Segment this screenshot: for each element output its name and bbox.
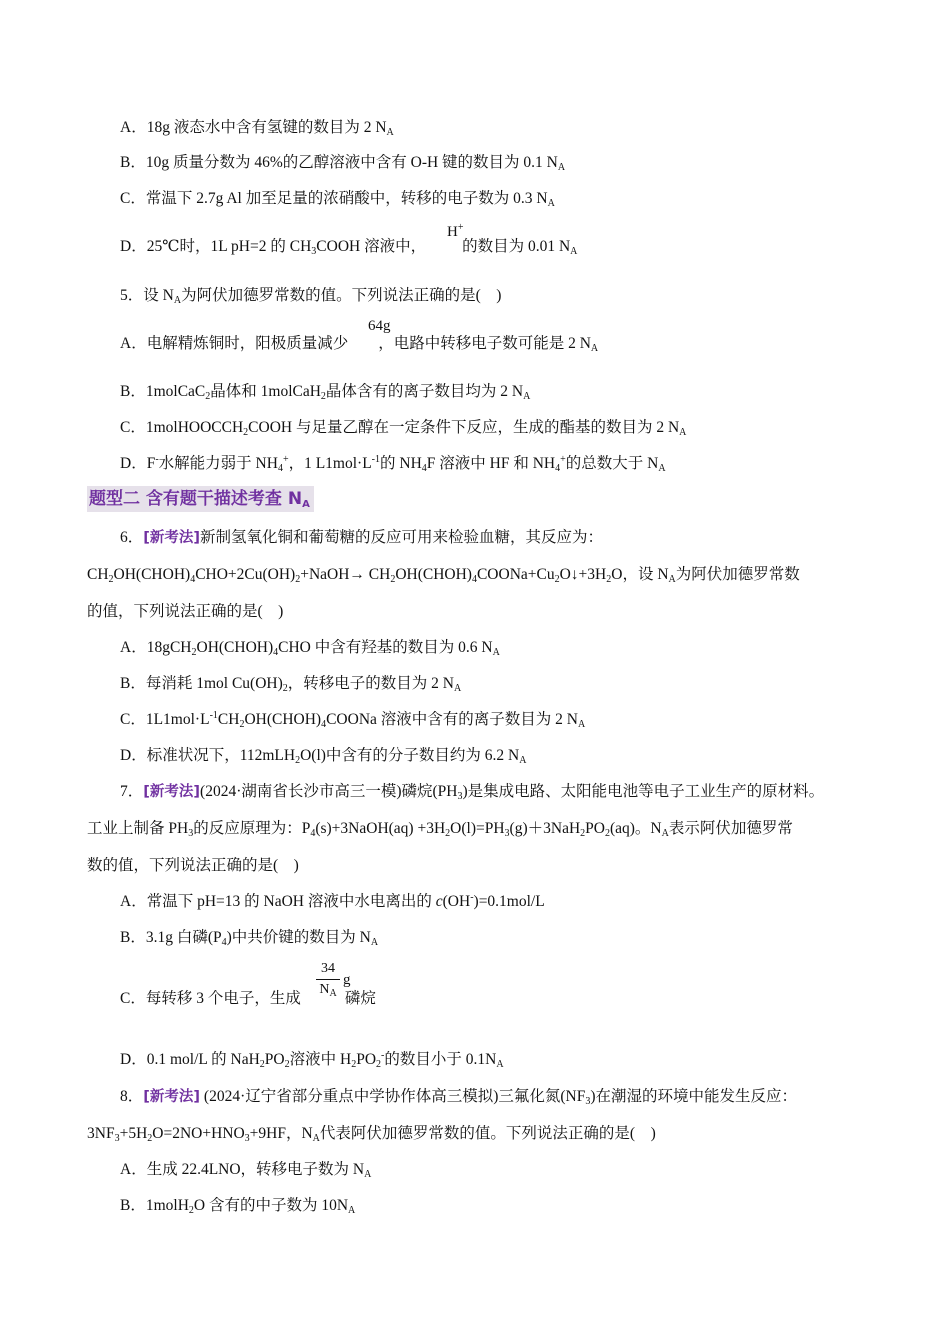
section-title: 题型二 含有题干描述考查 N — [89, 489, 303, 509]
option-text: 常温下 pH=13 的 NaOH 溶液中水电离出的 — [146, 893, 436, 910]
subscript: 2 — [351, 1059, 357, 1070]
fraction-denominator — [316, 981, 340, 999]
option-text: F 溶液中 HF 和 NH — [426, 455, 556, 472]
question-text: 5．设 N — [120, 287, 174, 304]
q7-stem-end: 数的值，下列说法正确的是( ) — [87, 857, 299, 874]
option-text: CHO 中含有羟基的数目为 0.6 N — [278, 639, 493, 656]
q5-option-c — [120, 418, 686, 438]
question-text: )在潮湿的环境中能发生反应： — [590, 1088, 798, 1105]
subscript: A — [496, 1059, 504, 1070]
new-method-tag: [新考法] — [143, 1089, 201, 1105]
option-text: 晶体含有的离子数目均为 2 N — [325, 383, 524, 400]
q7-stem — [120, 782, 824, 802]
option-text: 1L1mol·L — [145, 711, 210, 728]
subscript: A — [386, 127, 394, 138]
option-text: 1molH — [145, 1197, 189, 1214]
denominator-text: N — [319, 982, 330, 997]
equation-text: CHO+2Cu(OH) — [195, 566, 296, 583]
question-text: 为阿伏加德罗常数的值。下列说法正确的是( ) — [181, 287, 502, 304]
option-text: )中共价键的数目为 N — [226, 929, 371, 946]
option-text: OH(CHOH) — [244, 711, 322, 728]
question-text: )是集成电路、太阳能电池等电子工业生产的原材料。 — [462, 783, 825, 800]
subscript: A — [661, 828, 669, 839]
new-method-tag: [新考法] — [143, 784, 201, 800]
subscript: 3 — [504, 828, 510, 839]
equation-text: O(l)=PH — [450, 820, 505, 837]
subscript: 2 — [390, 574, 396, 585]
concentration-symbol: c — [435, 893, 443, 910]
subscript: A — [492, 647, 500, 658]
subscript: 4 — [421, 463, 427, 474]
option-text: 生成 22.4LNO，转移电子数为 N — [146, 1161, 365, 1178]
equation-text: PO — [585, 820, 605, 837]
subscript: A — [173, 295, 182, 306]
option-text: )=0.1mol/L — [473, 893, 545, 910]
subscript: 4 — [555, 463, 561, 474]
subscript: 2 — [188, 1205, 194, 1216]
option-text: 的总数大于 N — [565, 455, 659, 472]
subscript: 2 — [282, 683, 288, 694]
subscript: A — [348, 1205, 356, 1216]
option-label: A． — [120, 639, 147, 656]
equation-text: 工业上制备 PH — [87, 820, 189, 837]
option-text: COONa 溶液中含有的离子数目为 2 N — [326, 711, 578, 728]
subscript: 4 — [277, 463, 283, 474]
formula-text: H — [447, 224, 458, 240]
equation-text: COONa+Cu — [476, 566, 555, 583]
option-label: B． — [120, 1197, 146, 1214]
q6-option-c — [120, 710, 585, 730]
option-text: OH(CHOH) — [196, 639, 274, 656]
subscript: 2 — [580, 828, 586, 839]
superscript: + — [282, 454, 289, 465]
subscript: A — [547, 198, 555, 209]
option-text: COOH 与足量乙醇在一定条件下反应，生成的酯基的数目为 2 N — [248, 419, 680, 436]
option-label: D． — [120, 238, 147, 255]
subscript: 2 — [259, 1059, 265, 1070]
option-label: B． — [120, 929, 146, 946]
question-text: (2024·湖南省长沙市高三一模)磷烷(PH — [200, 783, 458, 800]
option-label: D． — [120, 455, 147, 472]
subscript: 3 — [244, 1133, 250, 1144]
option-text: 25℃时，1L pH=2 的 CH — [146, 238, 312, 255]
fraction-34-over-na — [316, 960, 340, 999]
option-text: 18gCH — [146, 639, 192, 656]
equation-text: OH(CHOH) — [395, 566, 472, 583]
option-text: 18g 液态水中含有氢键的数目为 2 N — [146, 119, 387, 136]
subscript: A — [364, 1169, 372, 1180]
equation-text: (aq)。N — [609, 820, 662, 837]
equation-text: 代表阿伏加德罗常数的值。下列说法正确的是( ) — [319, 1125, 656, 1142]
option-text: 10g 质量分数为 46%的乙醇溶液中含有 O-H 键的数目为 0.1 N — [145, 154, 558, 171]
q6-option-b — [120, 674, 461, 694]
subscript: A — [679, 427, 687, 438]
option-text: (OH — [442, 893, 471, 910]
subscript: A — [658, 463, 666, 474]
option-text: 的数目小于 0.1N — [384, 1051, 497, 1068]
subscript: 2 — [147, 1133, 153, 1144]
fraction-numerator: 34 — [321, 961, 335, 976]
equation-text: +5H — [119, 1125, 148, 1142]
option-label: B． — [120, 675, 146, 692]
mass-formula: 64g — [368, 318, 391, 334]
option-text: O(l)中含有的分子数目约为 6.2 N — [300, 747, 520, 764]
subscript: 3 — [585, 1096, 591, 1107]
option-text: 1molHOOCCH — [145, 419, 244, 436]
option-text: 每转移 3 个电子，生成 — [145, 990, 301, 1007]
q7-option-b — [120, 928, 378, 948]
q6-stem-end: 的值，下列说法正确的是( ) — [87, 603, 284, 620]
superscript: + — [457, 222, 464, 233]
q8-option-b — [120, 1196, 355, 1216]
subscript: A — [329, 988, 337, 999]
equation-text: +NaOH→ CH — [300, 566, 391, 583]
option-text: F — [146, 455, 156, 472]
q4-option-c — [120, 189, 555, 209]
option-label: C． — [120, 419, 146, 436]
q8-stem — [120, 1087, 797, 1107]
q4-option-b — [120, 153, 565, 173]
q7-reaction — [87, 819, 793, 839]
subscript: A — [577, 719, 586, 730]
option-text: 1molCaC — [145, 383, 206, 400]
option-label: A． — [120, 119, 147, 136]
subscript: 4 — [471, 574, 477, 585]
subscript: A — [370, 937, 379, 948]
gram-unit: g — [343, 972, 351, 988]
new-method-tag: [新考法] — [143, 530, 201, 546]
subscript: 2 — [191, 647, 197, 658]
option-text: 的数目为 0.01 N — [462, 238, 571, 255]
q5-option-b — [120, 382, 530, 402]
option-label: C． — [120, 190, 146, 207]
equation-text: OH(CHOH) — [113, 566, 191, 583]
subscript: 4 — [273, 647, 279, 658]
option-label: C． — [120, 711, 146, 728]
subscript: A — [523, 391, 531, 402]
section-heading — [87, 486, 314, 512]
option-label: D． — [120, 747, 147, 764]
q5-stem — [120, 286, 501, 306]
superscript: - — [155, 454, 159, 465]
equation-text: (s)+3NaOH(aq) +3H — [315, 820, 446, 837]
subscript: 2 — [554, 574, 560, 585]
option-text: ，转移电子的数目为 2 N — [287, 675, 454, 692]
subscript: A — [519, 755, 527, 766]
option-label: A． — [120, 1161, 147, 1178]
option-text: O 含有的中子数为 10N — [193, 1197, 349, 1214]
option-text: PO — [264, 1051, 285, 1068]
option-text: 3.1g 白磷(P — [145, 929, 222, 946]
question-number: 7． — [120, 783, 144, 800]
q8-reaction — [87, 1124, 656, 1144]
subscript: 2 — [445, 828, 451, 839]
equation-text: CH — [87, 566, 109, 583]
subscript: 2 — [284, 1059, 290, 1070]
superscript: - — [470, 892, 474, 903]
option-label: A． — [120, 893, 147, 910]
subscript: 2 — [239, 719, 245, 730]
subscript: 2 — [243, 427, 249, 438]
q5-option-d — [120, 454, 666, 474]
q6-stem — [120, 528, 603, 548]
q5-option-a — [120, 334, 598, 354]
question-number: 6． — [120, 529, 144, 546]
equation-text: 3NF — [87, 1125, 115, 1142]
equation-text: 的反应原理为：P — [193, 820, 311, 837]
q4-option-a — [120, 118, 394, 138]
option-label: B． — [120, 154, 146, 171]
option-text: ，电路中转移电子数可能是 2 N — [378, 335, 591, 352]
subscript: A — [312, 1133, 320, 1144]
q6-equation — [87, 565, 800, 585]
q6-option-a — [120, 638, 500, 658]
option-text: 0.1 mol/L 的 NaH — [146, 1051, 260, 1068]
subscript: 2 — [320, 391, 326, 402]
option-text: 标准状况下，112mLH — [146, 747, 296, 764]
subscript: 3 — [311, 246, 317, 257]
q7-option-d — [120, 1050, 504, 1070]
equation-text: +9HF，N — [249, 1125, 313, 1142]
question-text: 新制氢氧化铜和葡萄糖的反应可用来检验血糖，其反应为： — [200, 529, 604, 546]
subscript: 3 — [114, 1133, 120, 1144]
subscript: A — [302, 499, 310, 510]
option-text: CH — [217, 711, 240, 728]
option-text: ，1 L1mol·L — [288, 455, 372, 472]
subscript: A — [570, 246, 578, 257]
subscript: 2 — [295, 755, 301, 766]
subscript: 3 — [457, 791, 463, 802]
option-label: C． — [120, 990, 146, 1007]
equation-text: O，设 N — [611, 566, 669, 583]
equation-text: (g)＋3NaH — [509, 820, 581, 837]
option-text: 磷烷 — [344, 990, 376, 1007]
option-text: 水解能力弱于 NH — [158, 455, 278, 472]
equation-text: 表示阿伏加德罗常 — [668, 820, 793, 837]
subscript: A — [668, 574, 676, 585]
superscript: -1 — [209, 710, 218, 721]
option-text: PO — [356, 1051, 377, 1068]
option-text: 常温下 2.7g Al 加至足量的浓硝酸中，转移的电子数为 0.3 N — [145, 190, 548, 207]
subscript: A — [453, 683, 462, 694]
option-label: D． — [120, 1051, 147, 1068]
subscript: 2 — [108, 574, 114, 585]
equation-text: O=2NO+HNO — [152, 1125, 245, 1142]
equation-text: O↓+3H — [559, 566, 607, 583]
q7-option-a — [120, 892, 545, 912]
option-text: COOH 溶液中， — [316, 238, 427, 255]
subscript: 2 — [604, 828, 610, 839]
superscript: -1 — [371, 454, 381, 465]
option-text: 溶液中 H — [289, 1051, 352, 1068]
subscript: 4 — [221, 937, 227, 948]
subscript: 4 — [310, 828, 316, 839]
h-plus-formula — [447, 224, 463, 241]
option-label: A． — [120, 335, 147, 352]
subscript: 2 — [606, 574, 612, 585]
option-label: B． — [120, 383, 146, 400]
equation-text: 为阿伏加德罗常数 — [675, 566, 800, 583]
option-text: 电解精炼铜时，阳极质量减少 — [146, 335, 349, 352]
subscript: 3 — [188, 828, 194, 839]
fraction-bar — [316, 979, 340, 980]
option-text: 晶体和 1molCaH — [210, 383, 321, 400]
q6-option-d — [120, 746, 527, 766]
subscript: 4 — [321, 719, 327, 730]
q8-option-a — [120, 1160, 371, 1180]
question-number: 8． — [120, 1088, 144, 1105]
subscript: 2 — [376, 1059, 382, 1070]
subscript: 2 — [295, 574, 301, 585]
subscript: 2 — [205, 391, 211, 402]
question-text: (2024·辽宁省部分重点中学协作体高三模拟)三氟化氮(NF — [200, 1088, 586, 1105]
superscript: + — [560, 454, 566, 465]
subscript: A — [590, 343, 599, 354]
q4-option-d — [120, 237, 577, 257]
option-text: 每消耗 1mol Cu(OH) — [145, 675, 283, 692]
option-text: 的 NH — [380, 455, 422, 472]
subscript: A — [557, 162, 566, 173]
superscript: - — [381, 1050, 385, 1061]
subscript: 4 — [190, 574, 196, 585]
